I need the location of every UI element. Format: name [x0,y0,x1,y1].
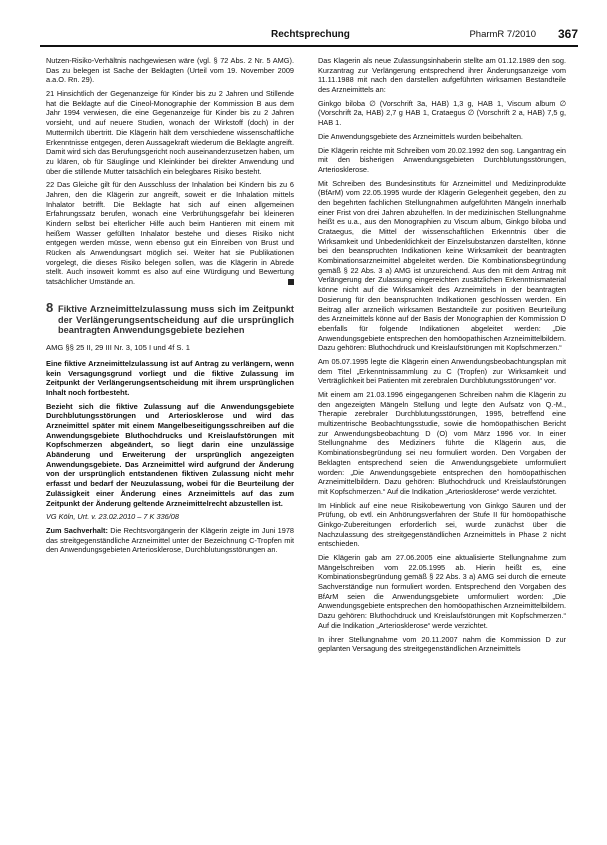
court-citation: VG Köln, Urt. v. 23.02.2010 – 7 K 336/08 [46,512,179,522]
right-paragraph-8: Im Hinblick auf eine neue Risikobewertung von Ginkgo Säuren und der Prüfung, ob evtl. ein Anhörungsverfahren der Stufe II für homöopathische Ginkgo-Zubereitungen erforderlich sei, wurde zunächst über die Nachzulassung des streitgegenständlichen Arzneimittels in Phase 2 nicht entschieden. [318,500,566,549]
paragraph-21: 21 Hinsichtlich der Gegenanzeige für Kinder bis zu 2 Jahren und Stillende hat die Beklagte auf die Cineol-Monographie der Kommission B aus dem Jahr 1994 verwiesen, die eine Gegenanzeige für Kinder bis zu 2 Jahren vorsieht, und auf neuere Studien, wonach der Wirkstoff (doch) in der Muttermilch übertritt. Die Klägerin hält dem verschiedene wissenschaftliche Erkenntnisse entgegen, deren Aussagekraft wiederum die Beklagte angreift. Damit wird sich das Berufungsgericht noch auseinanderzusetzen haben, um zu klären, ob für Säuglinge und Kleinkinder bei direkter Anwendung und über die stillende Mutter tatsächlich ein belegbares Risiko besteht. [46,89,294,176]
end-of-article-mark [288,279,294,285]
right-paragraph-5: Mit Schreiben des Bundesinstituts für Arzneimittel und Medizinprodukte (BfArM) vom 22.05.1995 wurde der Klägerin Gelegenheit gegeben, den zu den begehrten fachlichen Stellungnahmen aufgeführten Mängeln innerhalb einer Frist von drei Jahren abzuhelfen. In der medizinischen Stellungnahme heißt es u.a., aus den Monographien zu Viscum album, Ginkgo biloba und Crataegus, die Mittel der wissenschaftlichen Erkenntnis über die Wirksamkeit und Unbedenklichkeit der Einzelsubstanzen darstellten, könne bei den beanspruchten Indikationen keine Wirksamkeit der beantragten Kombinationsarzneimittel abgeleitet werden. Die Kombinationsbegründung gemäß § 22 Abs. 3 a) AMG ist unzureichend. Aus den mit dem Antrag mit Verlängerung der Zulassung eingereichten zusätzlichen Erkenntnismaterial könne nicht auf die Wirksamkeit des Arzneimittels in der beantragten Dosierung für den beanspruchten Indikationen geschlossen werden. Ein Beitrag aller arzneilich wirksamen Bestandteile zur positiven Beurteilung des Arzneimittels könne auf der Basis der Monographien der Kommission D ebenfalls für folgende Indikationen abgeleitet werden: „Die Anwendungsgebiete entsprechen den homöopathischen Arzneimittelbildern. Dazu gehören: Bluthochdruck und Kreislaufstörungen mit Kopfschmerzen.“ [318,178,566,353]
headnote-1: Eine fiktive Arzneimittelzulassung ist auf Antrag zu verlängern, wenn kein Versagungsgrund vorliegt und die fiktive Zulassung im Zeitpunkt der Verlängerungsentscheidung mit ihrem ursprünglichen Inhalt noch fortbesteht. [46,358,294,397]
left-column [46,56,294,559]
facts-text: Die Rechtsvorgängerin der Klägerin zeigte im Juni 1978 das streitgegenständliche Arzneimittel unter der Bezeichnung C-Tropfen mit den Anwendungsgebieten Arteriosklerose, Durchblutungsstörungen an. [46,525,294,555]
statute-reference: AMG §§ 25 II, 29 III Nr. 3, 105 I und 4f S. 1 [46,343,190,353]
article-number: 8 [46,299,54,315]
right-paragraph-7: Mit einem am 21.03.1996 eingegangenen Schreiben nahm die Klägerin zu den angezeigten Mängeln Stellung und legte den Aufsatz von Q.-M., Therapie zerebraler Durchblutungsstörungen, 1995, betreffend eine multizentrische Beobachtungsstudie, sowie die homöopathischen Bericht zur Anwendungsbeobachtung D (O) vom März 1996 vor. In einer Stellungnahme des Mediziners führte die Klägerin aus, die Kombinationsbegründung sei neu formuliert worden. Den Vorgaben der Beklagten entsprechend seien die Anwendungsgebiete umformuliert worden: „Die Anwendungsgebiete entsprechen den homöopathischen Arzneimittelbildern. Dazu gehören: Bluthochdruck und Kreislaufstörungen mit Kopfschmerzen.“ Auf die Indikation „Arteriosklerose“ werde verzichtet. [318,390,566,496]
right-paragraph-3: Die Anwendungsgebiete des Arzneimittels wurden beibehalten. [318,131,523,141]
paragraph-continued: Nutzen-Risiko-Verhältnis nachgewiesen wäre (vgl. § 72 Abs. 2 Nr. 5 AMG). Das zu belegen ist Sache der Beklagten (Urteil vom 19. November 2009 a.a.O. Rn. 29). [46,56,294,85]
right-column [318,56,566,658]
journal-reference: PharmR 7/2010 [469,29,536,40]
header-rule [40,45,578,47]
paragraph-22 [46,180,294,287]
article-title: Fiktive Arzneimittelzulassung muss sich im Zeitpunkt der Verlängerungsentscheidung auf die ursprünglich beantragten Anwendungsgebiete beziehen [58,303,294,336]
article-heading [46,299,294,336]
section-label: Rechtsprechung [266,28,355,41]
right-paragraph-1: Das Klagerin als neue Zulassungsinhaberin stellte am 01.12.1989 den sog. Kurzantrag zur Verlängerung entsprechend ihrer Änderungsanzeige vom 11.11.1988 mit nach den darstellen aufgeführten wirksamen Bestandteile des Arzneimittels an: [318,56,566,95]
facts-label: Zum Sachverhalt: [46,525,108,535]
paragraph-22-text: 22 Das Gleiche gilt für den Ausschluss der Inhalation bei Kindern bis zu 6 Jahren, den die Klägerin zur angreift, soweit er die Inhalation mittels Inhalator betrifft. Die Beklagte hat sich auf einen allgemeinen Erfahrungssatz berufen, wonach eine Verbrühungsgefahr bei kleineren Kindern selbst bei elterlicher Hilfe auch beim Hantieren mit einem mit heißem Wasser gefüllten Inhalator bestehe und dieses Risiko nicht entgegen werden müsse, wenn ebenso gut ein Einreiben von Brust und Rücken als Anwendungsart möglich sei. Weiter hat sie Publikationen vorgelegt, die dieses Risiko belegen sollen, was die Klägerin in Abrede stellt. Auch insoweit kommt es also auf eine Würdigung und Bewertung tatsächlicher Umstände an. [46,180,294,287]
right-paragraph-6: Am 05.07.1995 legte die Klägerin einen Anwendungsbeobachtungsplan mit dem Titel „Erkenntnissammlung zu C (Tropfen) zur Wirksamkeit und Verträglichkeit bei Patienten mit zerebralen Durchblutungsstörungen“ vor. [318,356,566,386]
headnote-2: Bezieht sich die fiktive Zulassung auf die Anwendungsgebiete Durchblutungsstörungen und Arteriosklerose und wird das Arzneimittel später mit einem Mangelbeseitigungsschreiben auf die Anwendungsgebiete Bluthochdrucks und Kreislaufstörungen mit Kopfschmerzen abgeändert, so liegt darin eine unzulässige Abänderung und Erweiterung der ursprünglich angezeigten Anwendungsgebiete. Das Arzneimittel wird aufgrund der Änderung von der ursprünglich entstandenen fiktiven Zulassung nicht mehr erfasst und bedarf der Neuzulassung, wobei für die Beurteilung der Zulässigkeit einer Änderung eines Arzneimittels auf das zum Zeitpunkt der Änderung geltende Arzneimittelrecht abzustellen ist. [46,401,294,508]
right-paragraph-9: Die Klägerin gab am 27.06.2005 eine aktualisierte Stellungnahme zum Mängelschreiben vom 22.05.1995 ab. Hierin heißt es, eine Kombinationsbegründung gemäß § 22 Abs. 3 a) AMG sei durch die erneute Sachverständige nun formuliert worden. Entsprechend den Vorgaben des BfArM seien die Anwendungsgebiete umformuliert worden: „Die Anwendungsgebiete entsprechen den homöopathischen Arzneimittelbildern. Dazu gehören: Bluthochdruck und Kreislaufstörungen mit Kopfschmerzen.“ Auf die Indikation „Arteriosklerose“ werde verzichtet. [318,553,566,630]
page-header [40,26,578,46]
right-paragraph-2: Ginkgo biloba ∅ (Vorschrift 3a, HAB) 1,3 g, HAB 1, Viscum album ∅ (Vorschrift 2a, HAB) 2,7 g HAB 1, Crataegus ∅ (Vorschrift 2 a, HAB) 7,5 g, HAB 1. [318,98,566,128]
facts-paragraph [46,526,294,555]
right-paragraph-4: Die Klägerin reichte mit Schreiben vom 20.02.1992 den sog. Langantrag ein mit den bisherigen Anwendungsgebieten Durchblutungsstörungen, Arteriosklerose. [318,145,566,174]
page-number: 367 [557,27,578,41]
right-paragraph-10: In ihrer Stellungnahme vom 20.11.2007 nahm die Kommission D zur geplanten Versagung des streitgegenständlichen Arzneimittels [318,634,566,654]
